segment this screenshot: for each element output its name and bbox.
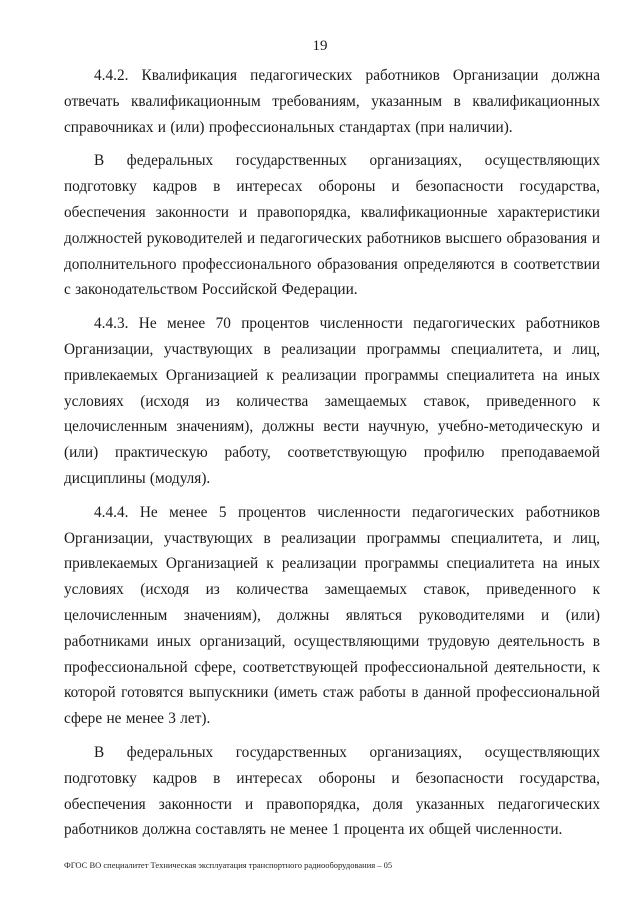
document-body (64, 63, 600, 843)
paragraph-federal-qualification: В федеральных государственных организациях, осуществляющих подготовку кадров в интересах обороны и безопасности государства, обеспечения законности и правопорядка, квалификационные характеристики должностей руководителей и педагогических работников высшего образования и дополнительного профессионального образования определяются в соответствии с законодательством Российской Федерации. (64, 152, 600, 299)
paragraph-4-4-4: 4.4.4. Не менее 5 процентов численности педагогических работников Организации, участвующих в реализации программы специалитета, и лиц, привлекаемых Организацией к реализации программы специалитета на иных условиях (исходя из количества замещаемых ставок, приведенного к целочисленным значениям), должны являться руководителями и (или) работниками иных организаций, осуществляющими трудовую деятельность в профессиональной сфере, соответствующей профессиональной деятельности, к которой готовятся выпускники (иметь стаж работы в данной профессиональной сфере не менее 3 лет). (64, 503, 600, 728)
paragraph-4-4-3: 4.4.3. Не менее 70 процентов численности педагогических работников Организации, участвующих в реализации программы специалитета, и лиц, привлекаемых Организацией к реализации программы специалитета на иных условиях (исходя из количества замещаемых ставок, приведенного к целочисленным значениям), должны вести научную, учебно-методическую и (или) практическую работу, соответствующую профилю преподаваемой дисциплины (модуля). (64, 315, 600, 487)
page-number: 19 (312, 38, 328, 54)
paragraph-4-4-2: 4.4.2. Квалификация педагогических работников Организации должна отвечать квалификационным требованиям, указанным в квалификационных справочниках и (или) профессиональных стандартах (при наличии). (64, 67, 600, 136)
paragraph-federal-share: В федеральных государственных организациях, осуществляющих подготовку кадров в интересах обороны и безопасности государства, обеспечения законности и правопорядка, доля указанных педагогических работников должна составлять не менее 1 процента их общей численности. (64, 743, 600, 839)
footer-note: ФГОС ВО специалитет Техническая эксплуатация транспортного радиооборудования – 05 (64, 860, 393, 870)
